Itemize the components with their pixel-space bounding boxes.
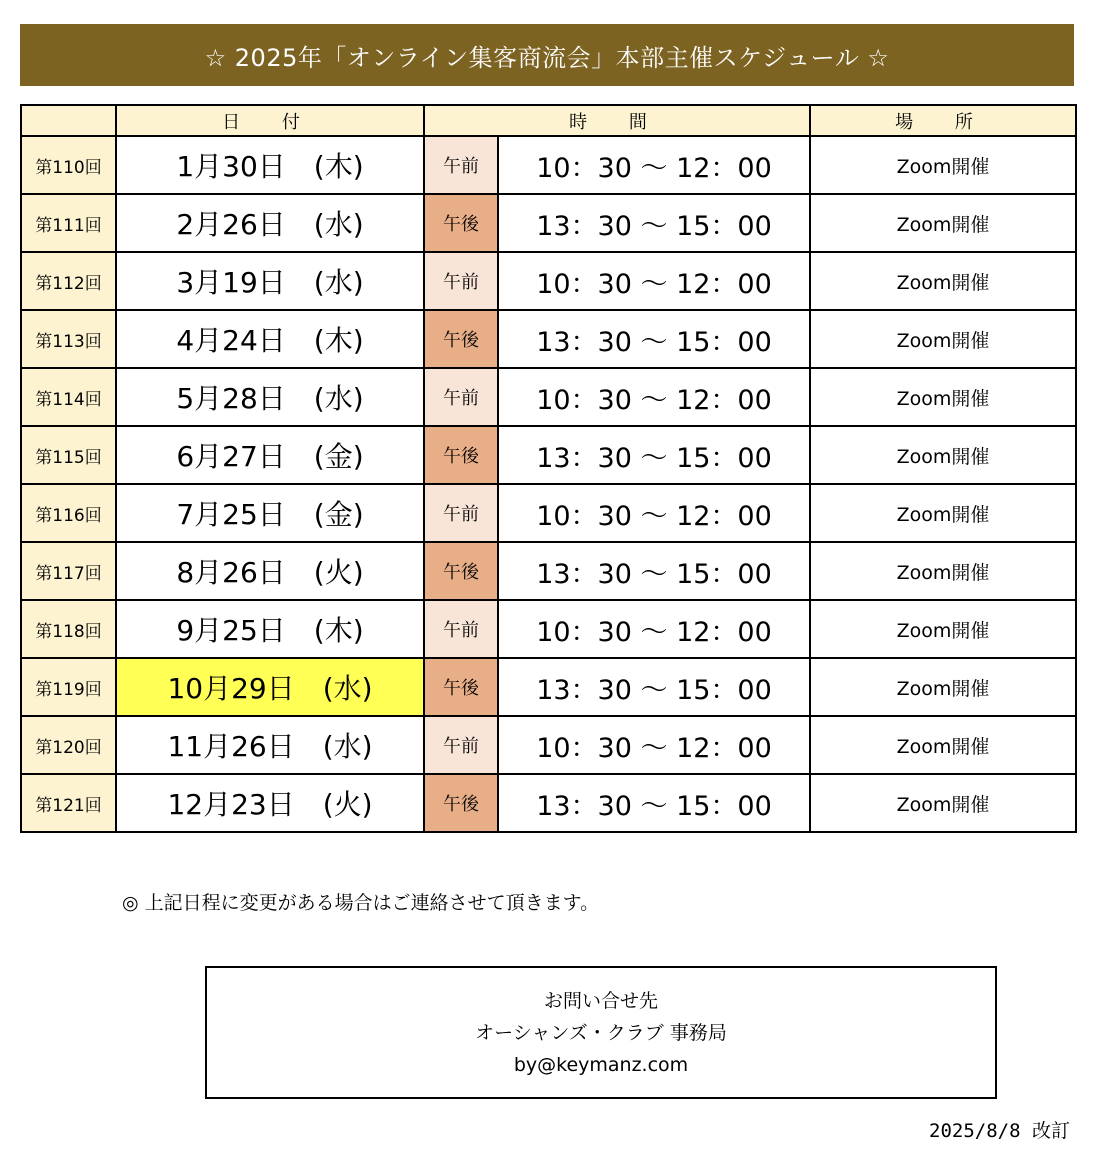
session-number: 第116回 — [21, 484, 116, 542]
session-date: 10月29日 (水) — [116, 658, 424, 716]
session-place: Zoom開催 — [810, 310, 1076, 368]
header-place: 場 所 — [810, 105, 1076, 136]
schedule-change-note: ◎ 上記日程に変更がある場合はご連絡させて頂きます。 — [122, 892, 600, 914]
session-period: 午後 — [424, 542, 498, 600]
session-period: 午前 — [424, 600, 498, 658]
session-place: Zoom開催 — [810, 542, 1076, 600]
page-title: ☆ 2025年「オンライン集客商流会」本部主催スケジュール ☆ — [20, 24, 1074, 86]
session-number: 第114回 — [21, 368, 116, 426]
session-number: 第120回 — [21, 716, 116, 774]
session-number: 第112回 — [21, 252, 116, 310]
session-time: 13：30 〜 15：00 — [498, 194, 810, 252]
contact-heading: お問い合せ先 — [543, 989, 658, 1012]
session-period: 午後 — [424, 194, 498, 252]
session-date: 9月25日 (木) — [116, 600, 424, 658]
table-row — [21, 252, 1076, 310]
schedule-body — [21, 136, 1076, 832]
session-time: 10：30 〜 12：00 — [498, 368, 810, 426]
session-period: 午前 — [424, 368, 498, 426]
table-row — [21, 542, 1076, 600]
contact-organization: オーシャンズ・クラブ 事務局 — [475, 1021, 727, 1044]
session-period: 午前 — [424, 252, 498, 310]
table-header-row — [21, 105, 1076, 136]
schedule-table — [20, 104, 1077, 833]
session-date: 8月26日 (火) — [116, 542, 424, 600]
session-number: 第111回 — [21, 194, 116, 252]
session-period: 午前 — [424, 484, 498, 542]
session-number: 第118回 — [21, 600, 116, 658]
session-place: Zoom開催 — [810, 658, 1076, 716]
session-place: Zoom開催 — [810, 600, 1076, 658]
session-period: 午前 — [424, 136, 498, 194]
contact-email: by@keymanz.com — [513, 1053, 689, 1076]
session-place: Zoom開催 — [810, 484, 1076, 542]
session-place: Zoom開催 — [810, 136, 1076, 194]
table-row — [21, 658, 1076, 716]
revision-date: 2025/8/8 改訂 — [929, 1120, 1070, 1142]
session-time: 13：30 〜 15：00 — [498, 658, 810, 716]
session-number: 第117回 — [21, 542, 116, 600]
session-period: 午後 — [424, 310, 498, 368]
session-place: Zoom開催 — [810, 426, 1076, 484]
session-time: 13：30 〜 15：00 — [498, 542, 810, 600]
contact-box — [205, 966, 997, 1099]
session-number: 第115回 — [21, 426, 116, 484]
session-time: 10：30 〜 12：00 — [498, 484, 810, 542]
session-time: 10：30 〜 12：00 — [498, 716, 810, 774]
session-number: 第113回 — [21, 310, 116, 368]
session-date: 3月19日 (水) — [116, 252, 424, 310]
session-place: Zoom開催 — [810, 368, 1076, 426]
session-time: 10：30 〜 12：00 — [498, 252, 810, 310]
session-date: 6月27日 (金) — [116, 426, 424, 484]
session-place: Zoom開催 — [810, 252, 1076, 310]
table-row — [21, 716, 1076, 774]
table-row — [21, 600, 1076, 658]
session-time: 13：30 〜 15：00 — [498, 426, 810, 484]
session-date: 2月26日 (水) — [116, 194, 424, 252]
session-period: 午前 — [424, 716, 498, 774]
table-row — [21, 426, 1076, 484]
session-number: 第121回 — [21, 774, 116, 832]
table-row — [21, 484, 1076, 542]
table-row — [21, 368, 1076, 426]
session-period: 午後 — [424, 426, 498, 484]
header-time: 時 間 — [424, 105, 810, 136]
session-time: 10：30 〜 12：00 — [498, 136, 810, 194]
session-number: 第119回 — [21, 658, 116, 716]
session-date: 1月30日 (木) — [116, 136, 424, 194]
table-row — [21, 194, 1076, 252]
session-place: Zoom開催 — [810, 194, 1076, 252]
session-number: 第110回 — [21, 136, 116, 194]
session-time: 13：30 〜 15：00 — [498, 310, 810, 368]
session-date: 7月25日 (金) — [116, 484, 424, 542]
session-time: 10：30 〜 12：00 — [498, 600, 810, 658]
table-row — [21, 774, 1076, 832]
header-session — [21, 105, 116, 136]
session-period: 午後 — [424, 774, 498, 832]
session-date: 4月24日 (木) — [116, 310, 424, 368]
session-place: Zoom開催 — [810, 774, 1076, 832]
session-place: Zoom開催 — [810, 716, 1076, 774]
session-date: 5月28日 (水) — [116, 368, 424, 426]
session-time: 13：30 〜 15：00 — [498, 774, 810, 832]
table-row — [21, 136, 1076, 194]
session-date: 11月26日 (水) — [116, 716, 424, 774]
header-date: 日 付 — [116, 105, 424, 136]
session-period: 午後 — [424, 658, 498, 716]
session-date: 12月23日 (火) — [116, 774, 424, 832]
table-row — [21, 310, 1076, 368]
